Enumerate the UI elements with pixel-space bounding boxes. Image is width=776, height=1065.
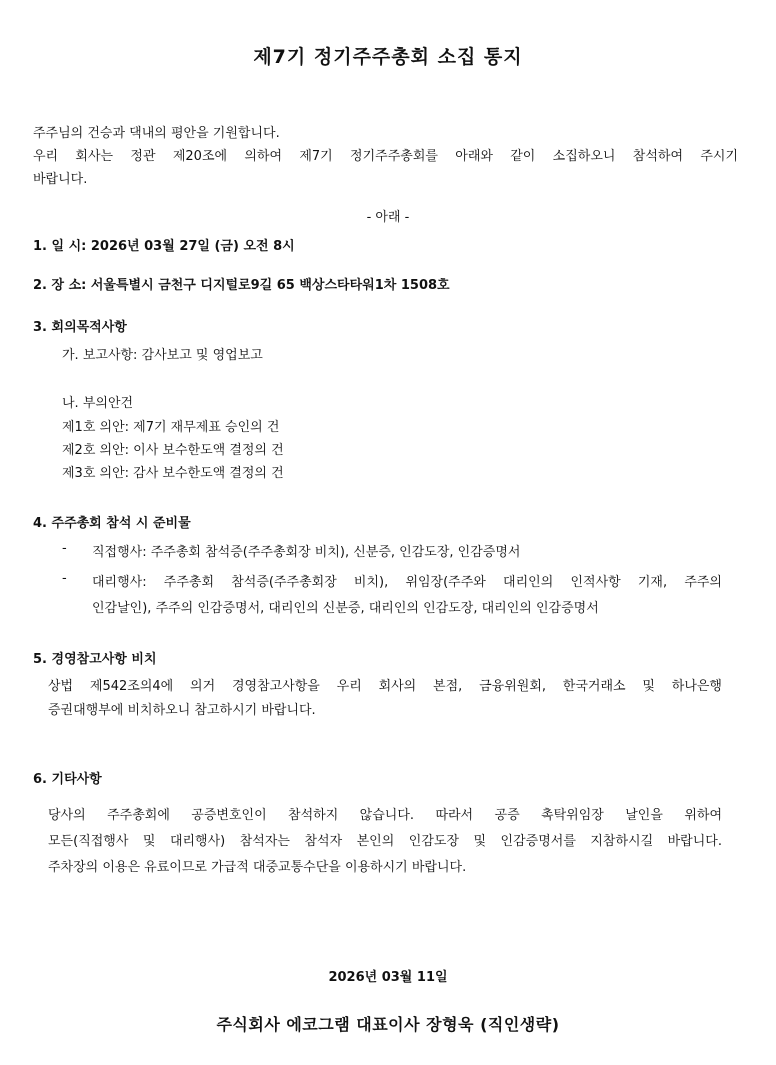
- document-title: 제7기 정기주주총회 소집 통지: [253, 46, 523, 68]
- section-location: 2. 장 소: 서울특별시 금천구 디지털로9길 65 백상스타타워1차 1508호: [33, 278, 450, 293]
- greeting-line-2: 우리 회사는 정관 제20조에 의하여 제7기 정기주주총회를 아래와 같이 소집하오니 참석하여 주시기: [33, 149, 738, 164]
- other-line-1: 당사의 주주총회에 공증변호인이 참석하지 않습니다. 따라서 공증 촉탁위임장 날인을 위하여: [48, 808, 722, 823]
- greeting-line-1: 주주님의 건승과 댁내의 평안을 기원합니다.: [33, 126, 280, 141]
- reference-line-1: 상법 제542조의4에 의거 경영참고사항을 우리 회사의 본점, 금융위원회, 한국거래소 및 하나은행: [48, 679, 722, 694]
- bullet-dash: -: [62, 541, 67, 556]
- notice-date: 2026년 03월 11일: [328, 970, 448, 985]
- other-line-2: 모든(직접행사 및 대리행사) 참석자는 참석자 본인의 인감도장 및 인감증명서를 지참하시길 바랍니다.: [48, 834, 722, 849]
- greeting-line-3: 바랍니다.: [33, 172, 88, 187]
- proxy-exercise-line-1: 대리행사: 주주총회 참석증(주주총회장 비치), 위임장(주주와 대리인의 인적사항 기재, 주주의: [92, 575, 722, 590]
- agenda-label: 나. 부의안건: [62, 396, 134, 411]
- agenda-item-3: 제3호 의안: 감사 보수한도액 결정의 건: [62, 466, 284, 481]
- proxy-exercise-line-2: 인감날인), 주주의 인감증명서, 대리인의 신분증, 대리인의 인감도장, 대리인의 인감증명서: [92, 601, 599, 616]
- section-other-heading: 6. 기타사항: [33, 772, 102, 787]
- bullet-dash: -: [62, 571, 67, 586]
- direct-exercise: 직접행사: 주주총회 참석증(주주총회장 비치), 신분증, 인감도장, 인감증명서: [92, 545, 521, 560]
- report-items: 가. 보고사항: 감사보고 및 영업보고: [62, 348, 263, 363]
- reference-line-2: 증권대행부에 비치하오니 참고하시기 바랍니다.: [48, 703, 316, 718]
- section-datetime: 1. 일 시: 2026년 03월 27일 (금) 오전 8시: [33, 239, 295, 254]
- agenda-item-1: 제1호 의안: 제7기 재무제표 승인의 건: [62, 420, 280, 435]
- section-reference-heading: 5. 경영참고사항 비치: [33, 652, 157, 667]
- agenda-item-2: 제2호 의안: 이사 보수한도액 결정의 건: [62, 443, 284, 458]
- section-agenda-heading: 3. 회의목적사항: [33, 320, 127, 335]
- company-signature: 주식회사 에코그램 대표이사 장형욱 (직인생략): [216, 1015, 560, 1034]
- other-line-3: 주차장의 이용은 유료이므로 가급적 대중교통수단을 이용하시기 바랍니다.: [48, 860, 467, 875]
- below-marker: - 아래 -: [366, 210, 410, 225]
- section-preparations-heading: 4. 주주총회 참석 시 준비물: [33, 516, 191, 531]
